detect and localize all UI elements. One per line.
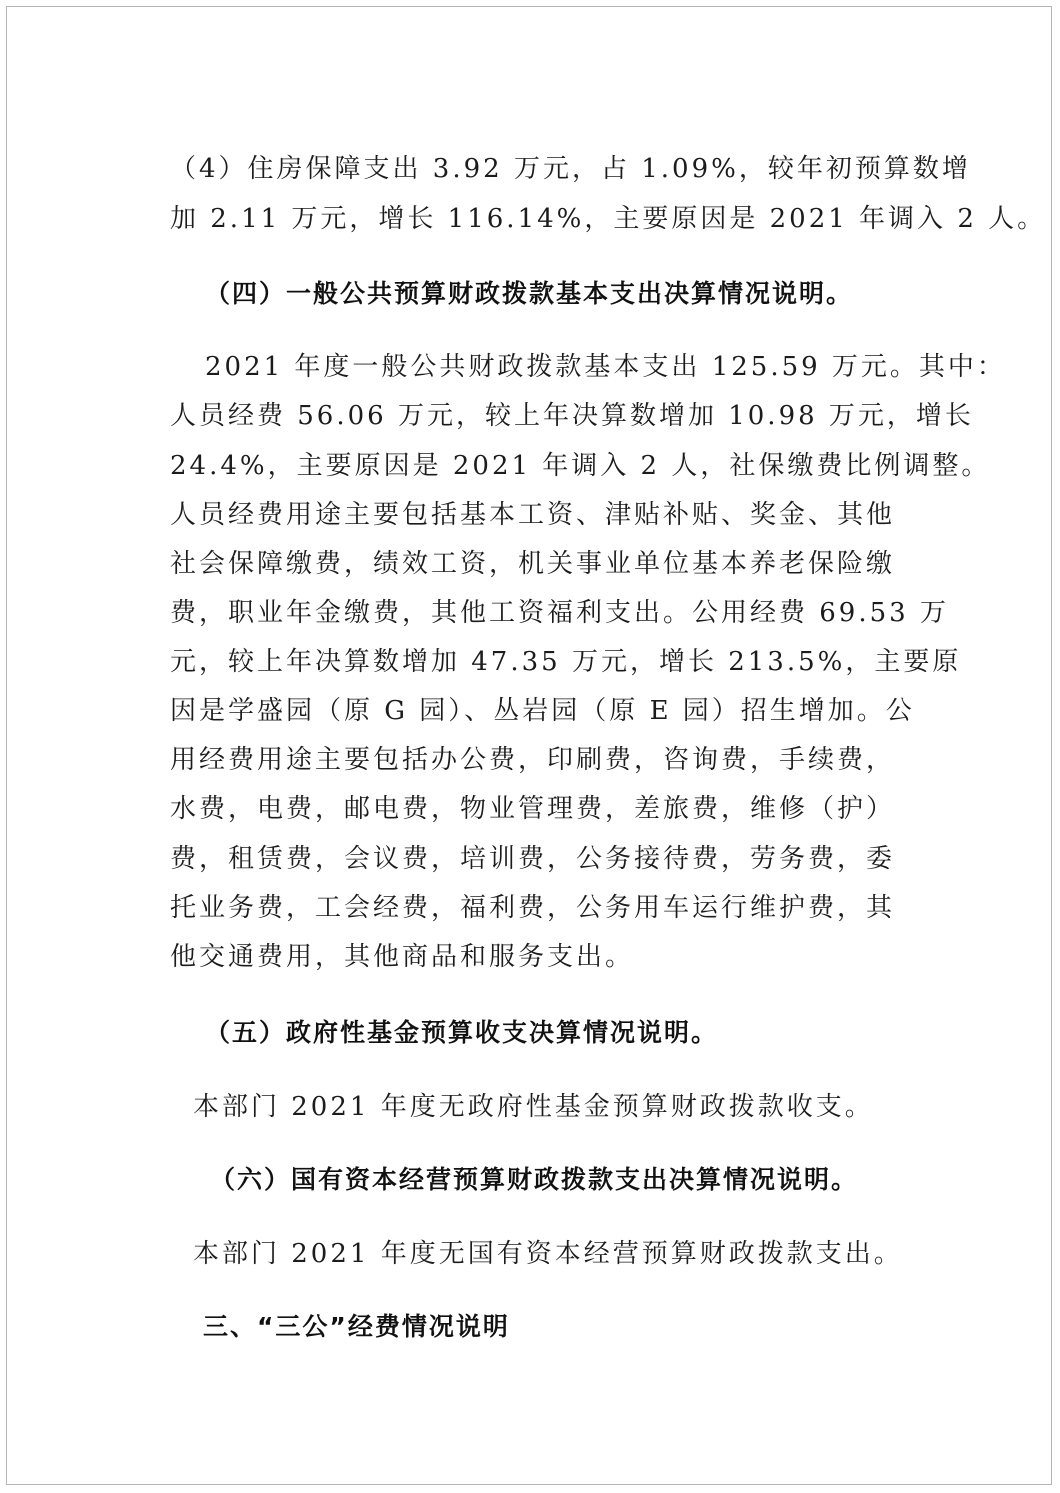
- document-page: [6, 6, 1052, 1485]
- state-capital-statement: 本部门 2021 年度无国有资本经营预算财政拨款支出。: [193, 1239, 903, 1269]
- government-fund-statement: 本部门 2021 年度无政府性基金预算财政拨款收支。: [193, 1092, 874, 1122]
- basic-expense-line-13: 他交通费用，其他商品和服务支出。: [170, 942, 635, 972]
- subsection-6-heading: （六）国有资本经营预算财政拨款支出决算情况说明。: [210, 1165, 859, 1194]
- basic-expense-line-12: 托业务费，工会经费，福利费，公务用车运行维护费，其: [170, 893, 896, 923]
- basic-expense-line-9: 用经费用途主要包括办公费，印刷费，咨询费，手续费，: [170, 745, 896, 775]
- basic-expense-line-7: 元，较上年决算数增加 47.35 万元，增长 213.5%，主要原: [170, 647, 962, 677]
- basic-expense-line-3: 24.4%，主要原因是 2021 年调入 2 人，社保缴费比例调整。: [170, 451, 991, 481]
- basic-expense-line-11: 费，租赁费，会议费，培训费，公务接待费，劳务费，委: [170, 844, 896, 874]
- housing-expense-line-2: 加 2.11 万元，增长 116.14%，主要原因是 2021 年调入 2 人。: [170, 204, 1047, 234]
- basic-expense-line-2: 人员经费 56.06 万元，较上年决算数增加 10.98 万元，增长: [170, 401, 974, 431]
- subsection-4-heading: （四）一般公共预算财政拨款基本支出决算情况说明。: [205, 279, 854, 308]
- basic-expense-line-1: 2021 年度一般公共财政拨款基本支出 125.59 万元。其中：: [205, 352, 1006, 382]
- subsection-5-heading: （五）政府性基金预算收支决算情况说明。: [205, 1018, 719, 1047]
- basic-expense-line-4: 人员经费用途主要包括基本工资、津贴补贴、奖金、其他: [170, 500, 896, 530]
- section-3-heading: 三、“三公”经费情况说明: [203, 1312, 510, 1341]
- housing-expense-line-1: （4）住房保障支出 3.92 万元，占 1.09%，较年初预算数增: [170, 154, 971, 184]
- basic-expense-line-10: 水费，电费，邮电费，物业管理费，差旅费，维修（护）: [170, 794, 896, 824]
- basic-expense-line-5: 社会保障缴费，绩效工资，机关事业单位基本养老保险缴: [170, 549, 896, 579]
- basic-expense-line-8: 因是学盛园（原 G 园）、丛岩园（原 E 园）招生增加。公: [170, 696, 915, 726]
- basic-expense-line-6: 费，职业年金缴费，其他工资福利支出。公用经费 69.53 万: [170, 598, 949, 628]
